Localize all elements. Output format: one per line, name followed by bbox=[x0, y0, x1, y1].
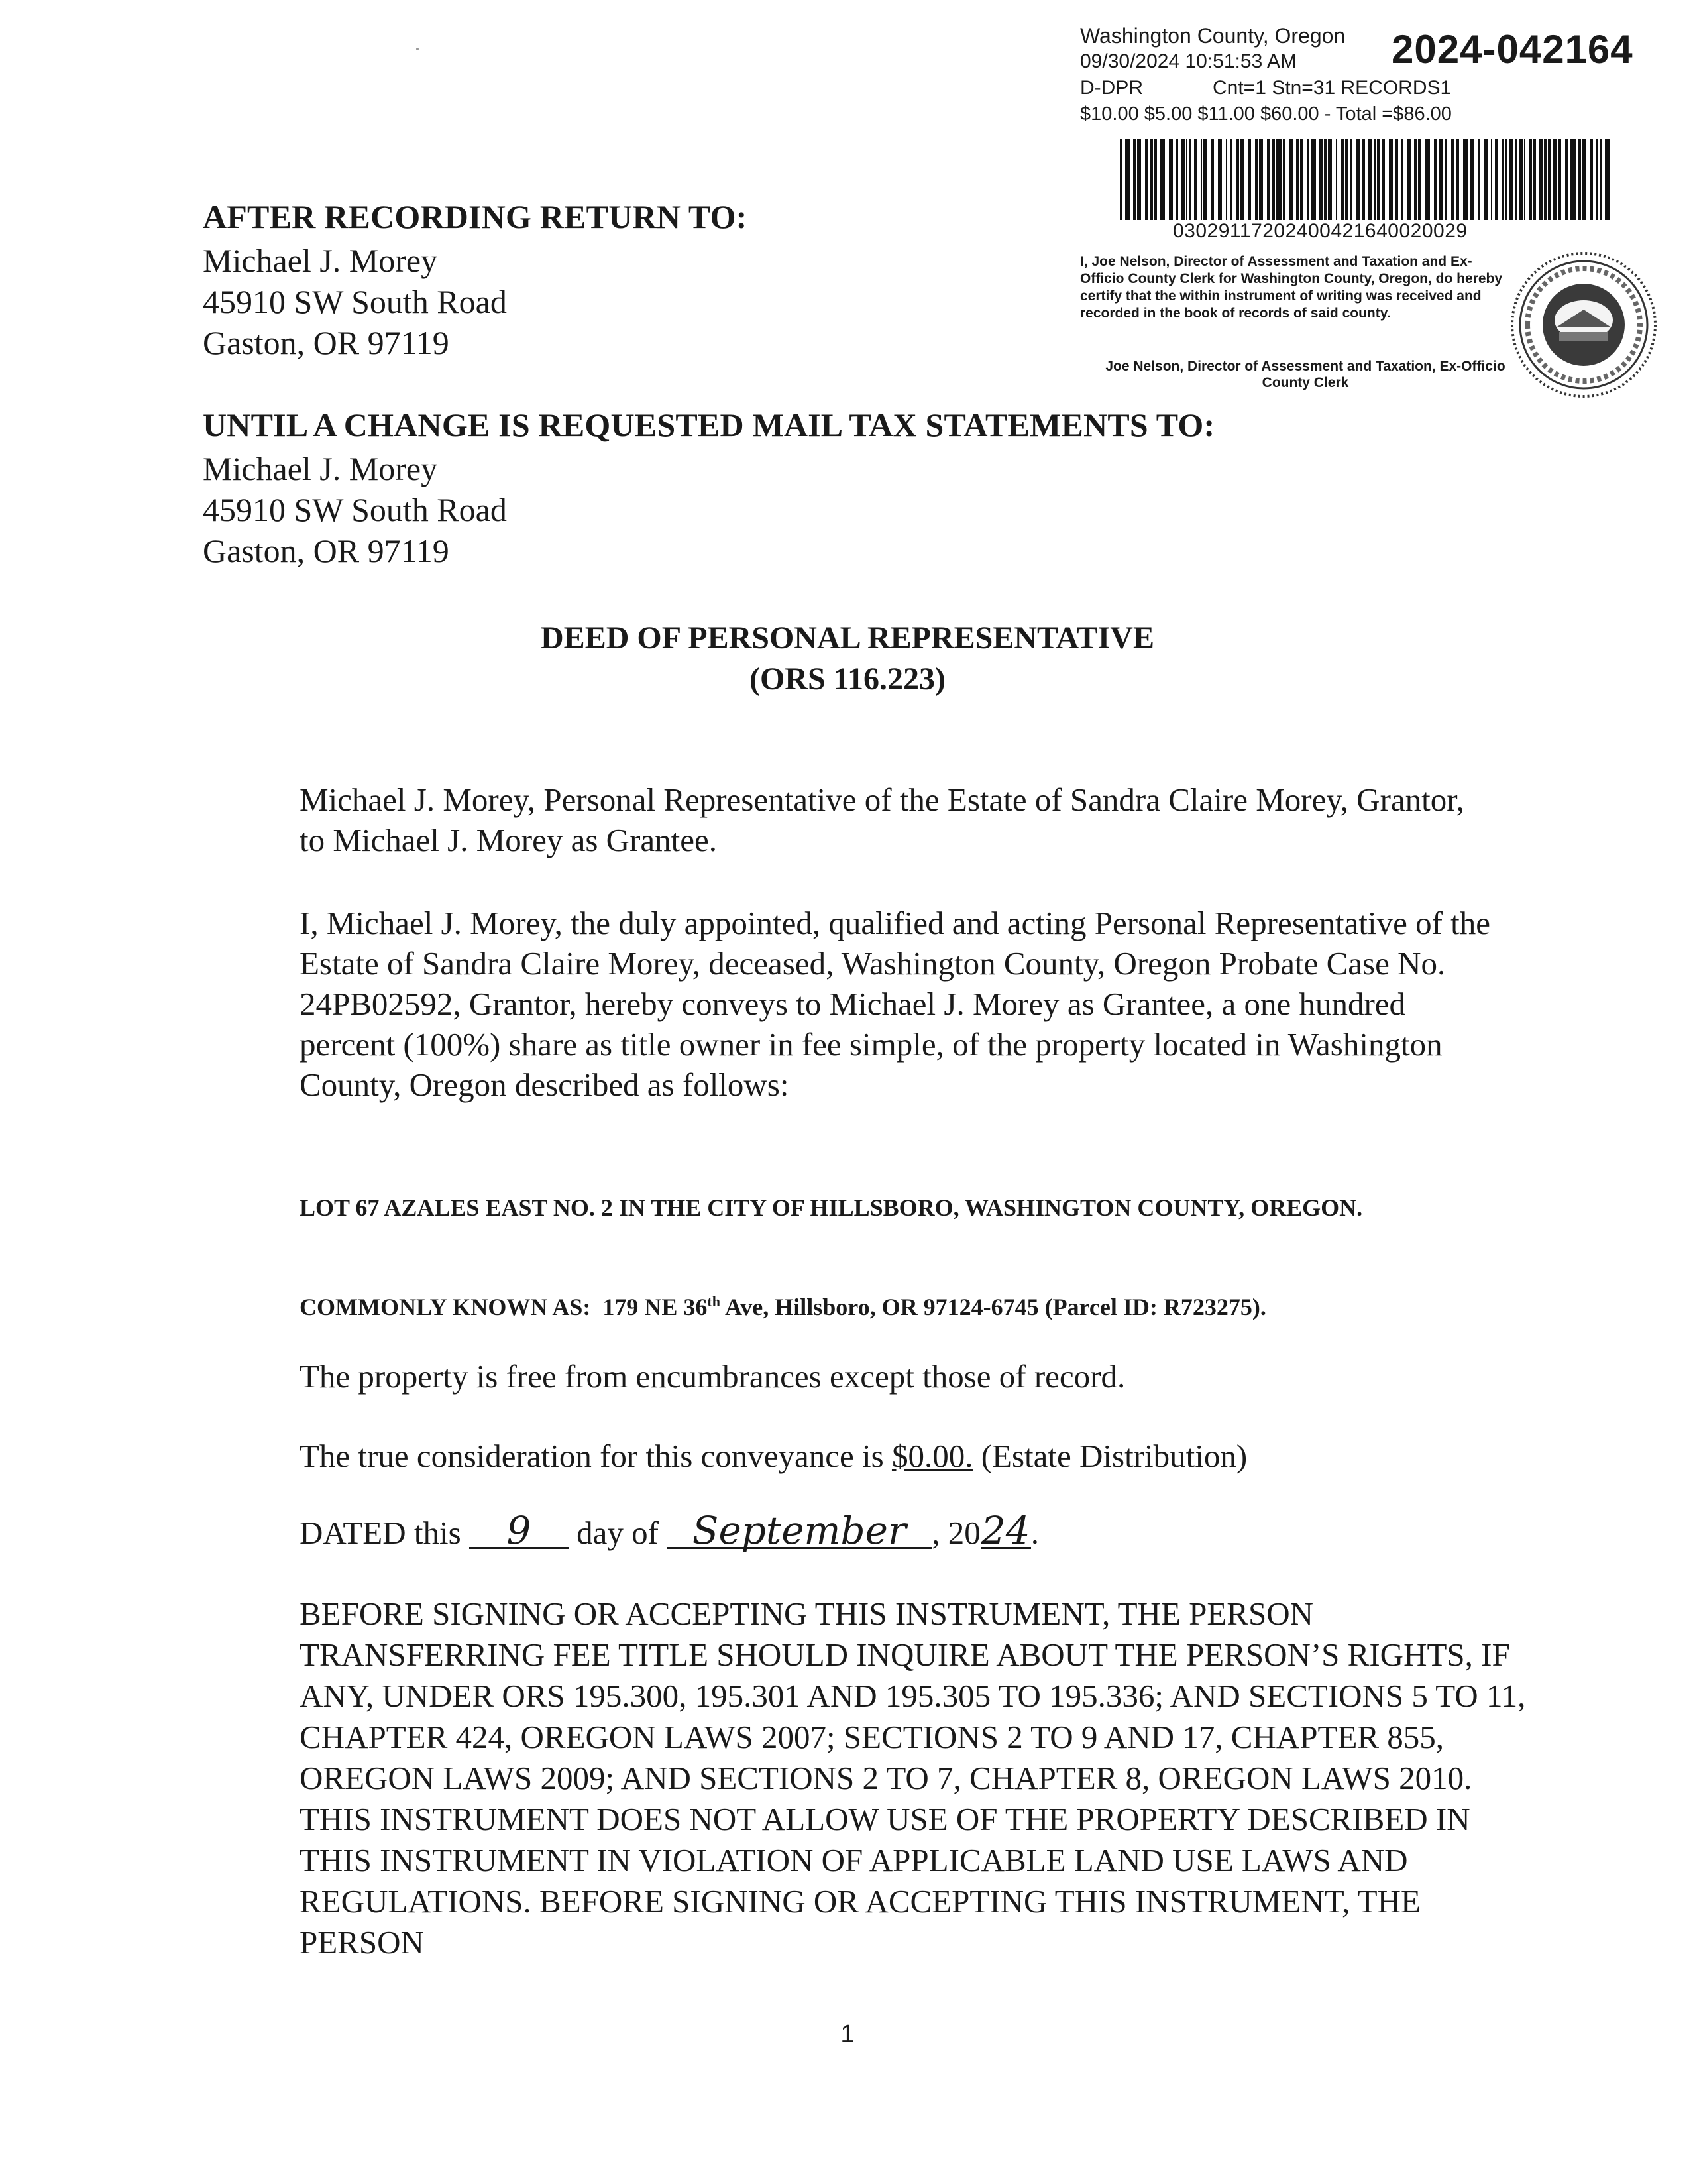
barcode bbox=[1120, 139, 1610, 220]
tax-statements-heading: UNTIL A CHANGE IS REQUESTED MAIL TAX STATEMENTS TO: bbox=[203, 406, 1215, 443]
scan-artifact bbox=[416, 48, 419, 50]
tax-statements-city: Gaston, OR 97119 bbox=[203, 532, 449, 569]
conveyance-paragraph: I, Michael J. Morey, the duly appointed, qualified and acting Personal Representative of the Estate of Sandra Claire Morey, deceased, Washington County, Oregon Probate Case No. 24PB02592, Grantor, hereby conveys to Michael J. Morey as Grantee, a one hundred percent (100%) share as title owner in fee simple, of the property located in Washington County, Oregon described as follows: bbox=[300, 905, 1491, 1103]
dated-line bbox=[300, 1508, 1505, 1553]
barcode-number: 03029117202400421640020029 bbox=[1173, 220, 1468, 242]
stamp-counts: Cnt=1 Stn=31 RECORDS1 bbox=[1213, 77, 1452, 99]
intro-paragraph: Michael J. Morey, Personal Representative of the Estate of Sandra Claire Morey, Grantor, to Michael J. Morey as Grantee. bbox=[300, 781, 1464, 858]
clerk-certification: I, Joe Nelson, Director of Assessment and Taxation and Ex-Officio County Clerk for Washington County, Oregon, do hereby certify that the within instrument of writing was received and recorded in the book of records of said county. bbox=[1080, 254, 1503, 321]
return-to-street: 45910 SW South Road bbox=[203, 283, 507, 320]
dated-mid: day of bbox=[568, 1515, 667, 1551]
consideration-amount: $0.00. bbox=[891, 1438, 973, 1474]
return-to-city: Gaston, OR 97119 bbox=[203, 324, 449, 361]
document-statute: (ORS 116.223) bbox=[749, 661, 946, 697]
county-seal-icon bbox=[1507, 249, 1660, 401]
document-title: DEED OF PERSONAL REPRESENTATIVE bbox=[541, 620, 1154, 656]
dated-year-prefix: , 20 bbox=[932, 1515, 981, 1551]
return-to-heading: AFTER RECORDING RETURN TO: bbox=[203, 198, 747, 235]
consideration-text: The true consideration for this conveyance is bbox=[300, 1438, 892, 1474]
dated-day-handwritten: 9 bbox=[469, 1514, 569, 1549]
commonly-known-as bbox=[300, 1287, 1505, 1322]
encumbrances-statement: The property is free from encumbrances except those of record. bbox=[300, 1358, 1126, 1395]
consideration-note: (Estate Distribution) bbox=[973, 1438, 1248, 1474]
commonly-known-street: 179 NE 36 bbox=[602, 1294, 708, 1320]
dated-end: . bbox=[1030, 1515, 1039, 1551]
page-number: 1 bbox=[840, 2020, 855, 2048]
return-to-name: Michael J. Morey bbox=[203, 242, 438, 279]
stamp-code: D-DPR bbox=[1080, 77, 1143, 99]
commonly-known-rest: Ave, Hillsboro, OR 97124-6745 (Parcel ID: R723275). bbox=[720, 1294, 1266, 1320]
dated-prefix: DATED this bbox=[300, 1515, 469, 1551]
legal-description: LOT 67 AZALES EAST NO. 2 IN THE CITY OF HILLSBORO, WASHINGTON COUNTY, OREGON. bbox=[300, 1194, 1363, 1221]
dated-year-handwritten: 24 bbox=[981, 1508, 1030, 1553]
tax-statements-street: 45910 SW South Road bbox=[203, 491, 507, 528]
dated-month-handwritten: September bbox=[667, 1514, 932, 1549]
clerk-signature-line: Joe Nelson, Director of Assessment and Taxation, Ex-Officio County Clerk bbox=[1105, 359, 1505, 391]
commonly-known-label: COMMONLY KNOWN AS: bbox=[300, 1294, 591, 1320]
tax-statements-name: Michael J. Morey bbox=[203, 450, 438, 487]
stamp-datetime: 09/30/2024 10:51:53 AM bbox=[1080, 50, 1297, 72]
consideration-statement bbox=[300, 1436, 1505, 1476]
ordinal-suffix: th bbox=[707, 1293, 720, 1310]
document-number: 2024-042164 bbox=[1392, 27, 1633, 72]
stamp-county: Washington County, Oregon bbox=[1080, 24, 1346, 48]
stamp-fees: $10.00 $5.00 $11.00 $60.00 - Total =$86.00 bbox=[1080, 103, 1452, 125]
land-use-warning: BEFORE SIGNING OR ACCEPTING THIS INSTRUMENT, THE PERSON TRANSFERRING FEE TITLE SHOULD INQUIRE ABOUT THE PERSON’S RIGHTS, IF ANY, UNDER ORS 195.300, 195.301 AND 195.305 TO 195.336; AND SECTIONS 5 TO 11, CHAPTER 424, OREGON LAWS 2007; SECTIONS 2 TO 9 AND 17, CHAPTER 855, OREGON LAWS 2009; AND SECTIONS 2 TO 7, CHAPTER 8, OREGON LAWS 2010. THIS INSTRUMENT DOES NOT ALLOW USE OF THE PROPERTY DESCRIBED IN THIS INSTRUMENT IN VIOLATION OF APPLICABLE LAND USE LAWS AND REGULATIONS. BEFORE SIGNING OR ACCEPTING THIS INSTRUMENT, THE PERSON bbox=[300, 1595, 1526, 1961]
